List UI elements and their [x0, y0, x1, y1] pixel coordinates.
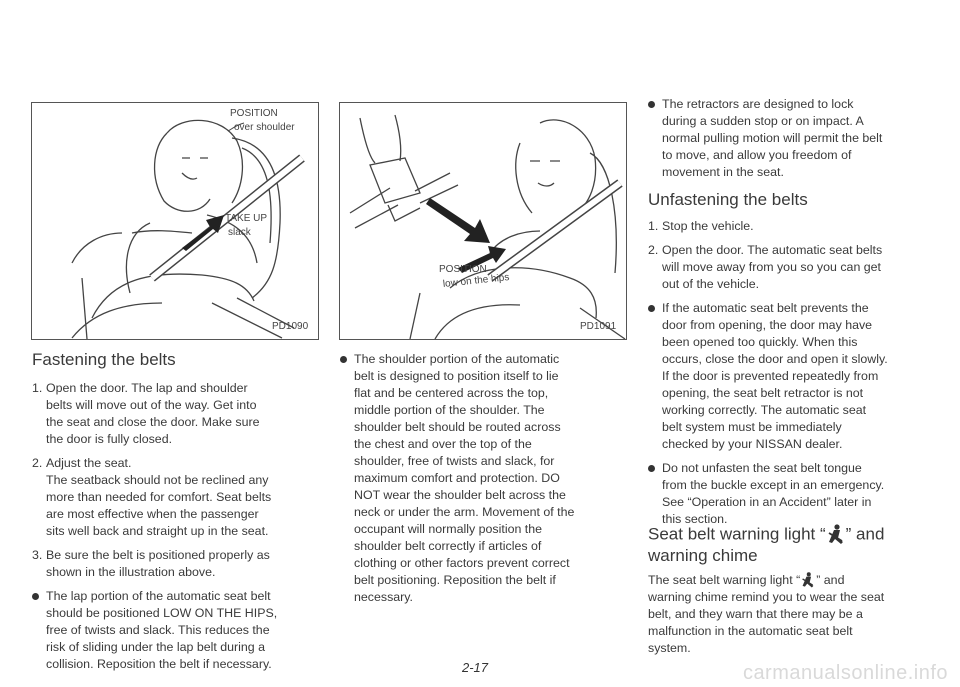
text-line: checked by your NISSAN dealer. [662, 437, 843, 451]
text-line: clothing or other factors prevent correct [354, 556, 570, 570]
text-line: belts will move out of the way. Get into [46, 398, 257, 412]
figure-pd1090 [31, 102, 319, 340]
text-line: more than needed for comfort. Seat belts [46, 490, 272, 504]
text-line: maximum comfort and protection. DO [354, 471, 560, 485]
text-line: Open the door. The automatic seat belts [662, 243, 883, 257]
text-line: neck or under the arm. Movement of the [354, 505, 575, 519]
step-number: 2. [648, 243, 659, 257]
text-line: belt, and they warn that there may be a [648, 607, 863, 622]
text-line: If the automatic seat belt prevents the [662, 301, 869, 315]
text-line: warning chime remind you to wear the seat [648, 590, 885, 605]
text-line: been opened too quickly. When this [662, 335, 858, 349]
label-slack: slack [228, 227, 251, 238]
text-line: collision. Reposition the belt if necessary. [46, 657, 272, 671]
text-line: The shoulder portion of the automatic [354, 352, 560, 366]
text-line: the chest and over the top of the [354, 437, 532, 451]
text-line: from the buckle except in an emergency. [662, 478, 885, 492]
text-line: should be positioned LOW ON THE HIPS, [46, 606, 278, 620]
retractors-section [648, 96, 938, 188]
text-line: belt system must be immediately [662, 420, 842, 434]
text-line: the door is fully closed. [46, 432, 173, 446]
heading-unfastening: Unfastening the belts [648, 190, 808, 209]
list-item [648, 300, 938, 453]
text-line: The seatback should not be reclined any [46, 473, 269, 487]
text-line: normal pulling motion will permit the belt [662, 131, 883, 145]
label-position: POSITION [439, 264, 487, 275]
text-line: opening, the seat belt retractor is not [662, 386, 864, 400]
text-line: The seat belt warning light “ [648, 573, 801, 587]
label-low-on-hips: low on the hips [442, 272, 510, 290]
text-line: malfunction in the automatic seat belt [648, 624, 853, 639]
text-line: flat and be centered across the top, [354, 386, 549, 400]
page-number: 2-17 [462, 660, 489, 675]
text-line: belt is designed to position itself to lie [354, 369, 559, 383]
heading-text: ” and [845, 524, 885, 544]
text-line: belt positioning. Reposition the belt if [354, 573, 556, 587]
text-line: out of the vehicle. [662, 277, 760, 291]
text-line: Open the door. The lap and shoulder [46, 381, 248, 395]
text-line: necessary. [354, 590, 413, 604]
figure-code: PD1091 [580, 321, 617, 332]
text-line: occupant will normally position the [354, 522, 543, 536]
bullet-icon [32, 593, 39, 600]
label-position: POSITION [230, 108, 278, 119]
text-line: door from opening, the door may have [662, 318, 873, 332]
heading-warning [648, 524, 884, 566]
bullet-icon [648, 305, 655, 312]
list-item [340, 351, 630, 606]
heading-fastening: Fastening the belts [32, 350, 176, 369]
text-line: shoulder, free of twists and slack, for [354, 454, 555, 468]
text-line: movement in the seat. [662, 165, 784, 179]
lap-belt-illustration [340, 103, 626, 339]
text-line: The lap portion of the automatic seat belt [46, 589, 271, 603]
label-over-shoulder: over shoulder [234, 122, 295, 133]
text-line: Do not unfasten the seat belt tongue [662, 461, 862, 475]
text-line: this section. [662, 512, 728, 526]
warning-paragraph [648, 572, 938, 657]
text-line: sits well back and straight up in the seat. [46, 524, 269, 538]
list-item [648, 242, 938, 293]
step-number: 3. [32, 548, 43, 562]
text-line: shown in the illustration above. [46, 565, 216, 579]
text-line: the seat and close the door. Make sure [46, 415, 260, 429]
text-line: The retractors are designed to lock [662, 97, 854, 111]
text-line: during a sudden stop or on impact. A [662, 114, 864, 128]
text-line: system. [648, 641, 691, 656]
step-number: 2. [32, 456, 43, 470]
bullet-icon [648, 101, 655, 108]
figure-pd1091 [339, 102, 627, 340]
fastening-steps [32, 380, 324, 680]
text-line: middle portion of the shoulder. The [354, 403, 545, 417]
seat-belt-warning-icon [800, 572, 816, 589]
text-line: See “Operation in an Accident” later in [662, 495, 872, 509]
list-item [32, 380, 324, 448]
bullet-icon [340, 356, 347, 363]
text-line: occurs, close the door and open it slowly. [662, 352, 888, 366]
text-line: ” and [816, 573, 845, 587]
seat-belt-warning-icon [826, 524, 846, 546]
list-item [32, 455, 324, 540]
text-line: are most effective when the passenger [46, 507, 259, 521]
list-item [648, 96, 938, 181]
text-line: shoulder belt should be routed across [354, 420, 561, 434]
list-item [32, 588, 324, 673]
text-line: NOT wear the shoulder belt across the [354, 488, 566, 502]
heading-text: Seat belt warning light “ [648, 524, 826, 544]
bullet-icon [648, 465, 655, 472]
text-line: Be sure the belt is positioned properly as [46, 548, 270, 562]
figure-code: PD1090 [272, 321, 309, 332]
text-line: will move away from you so you can get [662, 260, 881, 274]
shoulder-portion-section [340, 351, 630, 613]
watermark: carmanualsonline.info [742, 662, 948, 684]
text-line: free of twists and slack. This reduces the [46, 623, 270, 637]
text-line: risk of sliding under the lap belt during a [46, 640, 266, 654]
list-item [648, 460, 938, 528]
text-line: shoulder belt correctly if articles of [354, 539, 542, 553]
label-take-up: TAKE UP [225, 213, 268, 224]
text-line: Adjust the seat. [46, 456, 132, 470]
text-line: working correctly. The automatic seat [662, 403, 867, 417]
unfastening-steps [648, 218, 938, 535]
seat-belt-shoulder-illustration [32, 103, 318, 339]
list-item [648, 218, 938, 235]
list-item [32, 547, 324, 581]
heading-text: warning chime [648, 546, 758, 565]
text-line: to move, and allow you freedom of [662, 148, 852, 162]
text-line: Stop the vehicle. [662, 219, 754, 233]
step-number: 1. [648, 219, 659, 233]
step-number: 1. [32, 381, 43, 395]
text-line: If the door is prevented repeatedly from [662, 369, 879, 383]
